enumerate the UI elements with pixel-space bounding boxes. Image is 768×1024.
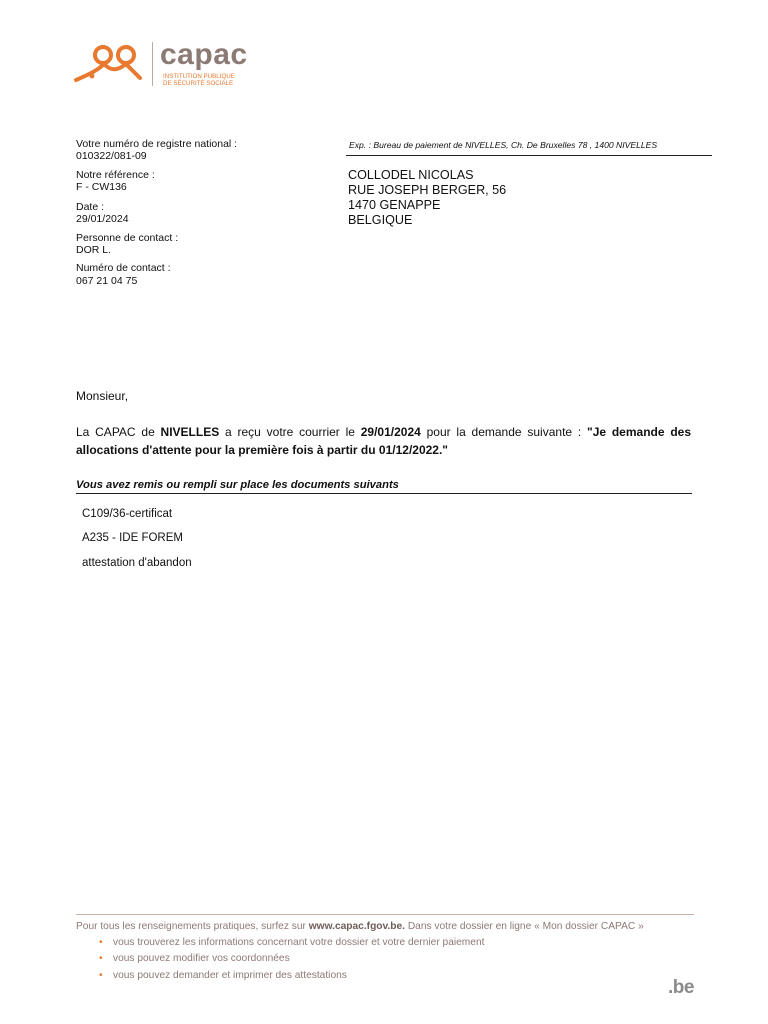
registre-label: Votre numéro de registre national : [76,138,238,150]
reference-label: Notre référence : [76,169,155,181]
document-item: C109/36-certificat [82,508,173,520]
footer-bullet-text: vous trouverez les informations concernant votre dossier et votre dernier paiement [113,937,485,948]
footer-intro-before: Pour tous les renseignements pratiques, surfez sur [76,921,309,932]
para-part2: a reçu votre courrier le [219,425,361,439]
logo-subtitle-line1: INSTITUTION PUBLIQUE [163,73,235,80]
footer-bullet-item [99,953,290,964]
addressee-city: 1470 GENAPPE [348,198,441,212]
office-name: NIVELLES [160,425,220,439]
logo-subtitle-line2: DE SÉCURITÉ SOCIALE [163,80,234,87]
request-text: "Je demande des allocations d'attente pour la première fois à partir du 01/12/2022." [76,425,692,457]
phone-label: Numéro de contact : [76,262,171,274]
document-item: A235 - IDE FOREM [82,532,183,544]
documents-heading: Vous avez remis ou rempli sur place les documents suivants [76,479,399,491]
addressee-name: COLLODEL NICOLAS [348,168,474,182]
footer-intro [76,921,644,932]
footer-bullet-item [99,970,347,981]
date-label: Date : [76,201,105,213]
bullet-icon: • [99,953,103,964]
be-logo: .be [668,977,694,998]
sender-line: Exp. : Bureau de paiement de NIVELLES, Ch. De Bruxelles 78 , 1400 NIVELLES [349,140,658,150]
bullet-icon: • [99,970,103,981]
sender-divider [346,155,712,156]
addressee-street: RUE JOSEPH BERGER, 56 [348,183,507,197]
footer-bullet-item [99,937,484,948]
reference-value: F - CW136 [76,181,127,193]
greeting: Monsieur, [76,389,129,403]
letter-paragraph [76,423,691,459]
date-value: 29/01/2024 [76,213,129,225]
bullet-icon: • [99,937,103,948]
footer-bullet-text: vous pouvez demander et imprimer des attestations [113,970,347,981]
footer-divider [76,914,694,915]
document-item: attestation d'abandon [82,557,192,569]
registre-value: 010322/081-09 [76,150,147,162]
footer-intro-after: Dans votre dossier en ligne « Mon dossier CAPAC » [404,921,644,932]
contact-value: DOR L. [76,244,112,256]
contact-label: Personne de contact : [76,232,179,244]
addressee-country: BELGIQUE [348,213,413,227]
logo-divider [152,42,153,86]
documents-divider [76,493,692,494]
footer-bullet-text: vous pouvez modifier vos coordonnées [113,953,290,964]
website-link[interactable]: www.capac.fgov.be. [308,921,405,932]
received-date: 29/01/2024 [360,425,421,439]
logo-wordmark: capac [160,38,248,71]
logo-subtitle [163,73,235,87]
para-part1: La CAPAC de [76,425,161,439]
para-part3: pour la demande suivante : [420,425,588,439]
phone-value: 067 21 04 75 [76,275,138,287]
